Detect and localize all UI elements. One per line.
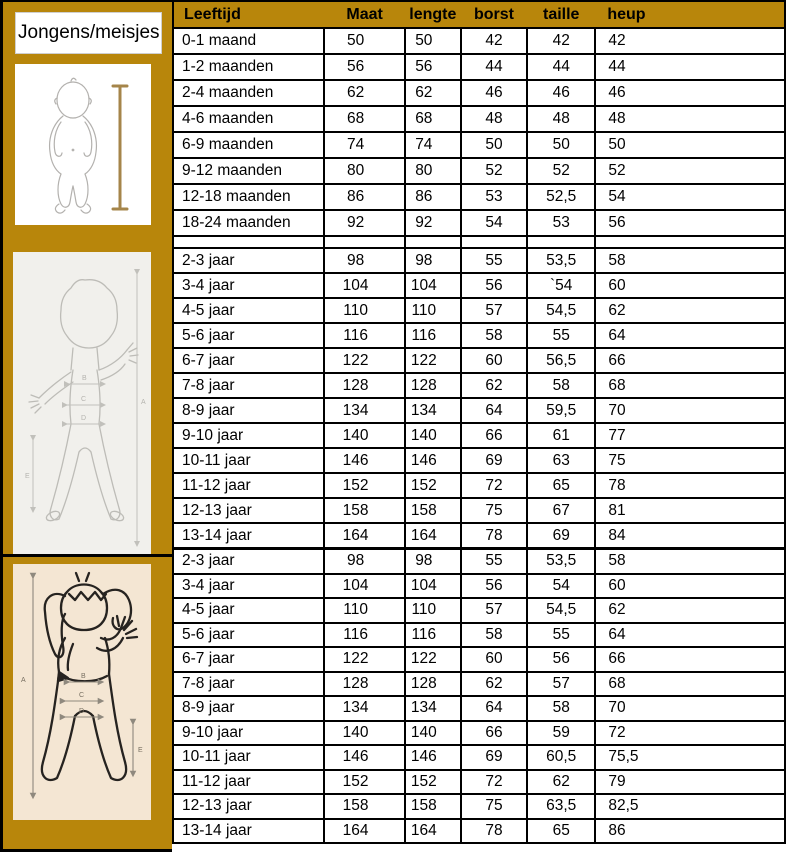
table-cell: 74 xyxy=(324,132,404,158)
table-cell: 62 xyxy=(461,373,527,398)
column-header-heup: heup xyxy=(595,1,785,28)
spacer-cell xyxy=(527,236,595,248)
table-cell: 54,5 xyxy=(527,298,595,323)
table-cell: 11-12 jaar xyxy=(173,770,324,795)
table-cell: 67 xyxy=(527,498,595,523)
table-cell: 0-1 maand xyxy=(173,28,324,54)
table-cell: 5-6 jaar xyxy=(173,623,324,648)
table-cell: 58 xyxy=(527,696,595,721)
table-cell: 58 xyxy=(461,623,527,648)
table-cell: 86 xyxy=(324,184,404,210)
table-cell: 78 xyxy=(461,819,527,844)
table-cell: 140 xyxy=(324,423,404,448)
table-cell: 158 xyxy=(324,794,404,819)
table-row xyxy=(173,745,785,770)
baby-outline-icon xyxy=(15,64,151,225)
table-cell: 116 xyxy=(324,323,404,348)
measure-label-c: C xyxy=(79,692,85,699)
table-cell: 146 xyxy=(324,745,404,770)
table-cell: 146 xyxy=(405,448,461,473)
table-row xyxy=(173,248,785,273)
table-row xyxy=(173,132,785,158)
table-cell: 53 xyxy=(461,184,527,210)
gender-label-text: Jongens/meisjes xyxy=(18,22,160,43)
table-row xyxy=(173,80,785,106)
table-cell: 140 xyxy=(405,423,461,448)
table-cell: 116 xyxy=(324,623,404,648)
table-cell: 44 xyxy=(527,54,595,80)
table-cell: 78 xyxy=(461,523,527,549)
table-cell: 42 xyxy=(461,28,527,54)
table-cell: 61 xyxy=(527,423,595,448)
gender-label xyxy=(15,12,162,54)
table-cell: 4-5 jaar xyxy=(173,298,324,323)
table-cell: 53 xyxy=(527,210,595,236)
table-cell: 63 xyxy=(527,448,595,473)
table-cell: 58 xyxy=(527,373,595,398)
table-row xyxy=(173,423,785,448)
table-cell: 2-3 jaar xyxy=(173,549,324,574)
column-header-leeftijd: Leeftijd xyxy=(173,1,324,28)
table-cell: 62 xyxy=(405,80,461,106)
table-cell: 69 xyxy=(527,523,595,549)
table-cell: 110 xyxy=(324,598,404,623)
column-header-maat: Maat xyxy=(324,1,404,28)
table-cell: 56 xyxy=(405,54,461,80)
table-cell: 68 xyxy=(595,672,785,697)
table-cell: 50 xyxy=(405,28,461,54)
table-cell: 50 xyxy=(461,132,527,158)
table-cell: 2-4 maanden xyxy=(173,80,324,106)
table-cell: 98 xyxy=(405,248,461,273)
measure-label-b: B xyxy=(82,375,87,382)
table-cell: 55 xyxy=(461,549,527,574)
table-cell: 57 xyxy=(461,598,527,623)
table-cell: 3-4 jaar xyxy=(173,574,324,599)
table-row xyxy=(173,794,785,819)
table-cell: 9-10 jaar xyxy=(173,721,324,746)
table-section-jongens xyxy=(173,248,785,549)
table-cell: 62 xyxy=(527,770,595,795)
table-cell: 80 xyxy=(324,158,404,184)
table-cell: 57 xyxy=(461,298,527,323)
table-cell: 5-6 jaar xyxy=(173,323,324,348)
table-cell: 68 xyxy=(405,106,461,132)
table-cell: 92 xyxy=(324,210,404,236)
table-cell: 48 xyxy=(527,106,595,132)
table-cell: 9-10 jaar xyxy=(173,423,324,448)
table-cell: 152 xyxy=(324,770,404,795)
measure-stick xyxy=(113,86,127,209)
table-cell: 52 xyxy=(527,158,595,184)
table-cell: 6-7 jaar xyxy=(173,348,324,373)
table-cell: 116 xyxy=(405,323,461,348)
table-cell: 12-18 maanden xyxy=(173,184,324,210)
table-cell: 60 xyxy=(461,647,527,672)
table-cell: 58 xyxy=(595,549,785,574)
table-cell: 59,5 xyxy=(527,398,595,423)
table-row xyxy=(173,298,785,323)
table-cell: 164 xyxy=(324,819,404,844)
sidebar xyxy=(0,0,172,852)
table-cell: 56 xyxy=(595,210,785,236)
measure-label-b: B xyxy=(81,673,86,680)
table-cell: 110 xyxy=(405,598,461,623)
table-row xyxy=(173,448,785,473)
table-row xyxy=(173,323,785,348)
table-cell: 7-8 jaar xyxy=(173,672,324,697)
table-cell: 66 xyxy=(595,348,785,373)
table-cell: 62 xyxy=(595,598,785,623)
table-cell: 82,5 xyxy=(595,794,785,819)
table-cell: 54 xyxy=(461,210,527,236)
table-cell: 104 xyxy=(405,574,461,599)
table-cell: 53,5 xyxy=(527,248,595,273)
table-cell: 66 xyxy=(595,647,785,672)
table-cell: 65 xyxy=(527,819,595,844)
table-cell: 62 xyxy=(324,80,404,106)
table-cell: 152 xyxy=(324,473,404,498)
table-cell: 110 xyxy=(405,298,461,323)
table-cell: 110 xyxy=(324,298,404,323)
table-row xyxy=(173,696,785,721)
table-row xyxy=(173,184,785,210)
table-cell: 134 xyxy=(324,696,404,721)
table-cell: 46 xyxy=(527,80,595,106)
table-cell: 18-24 maanden xyxy=(173,210,324,236)
boy-outline-icon xyxy=(13,252,151,555)
table-cell: 75,5 xyxy=(595,745,785,770)
table-cell: 128 xyxy=(324,373,404,398)
table-cell: 146 xyxy=(324,448,404,473)
table-cell: 164 xyxy=(324,523,404,549)
table-cell: 122 xyxy=(324,348,404,373)
table-cell: 98 xyxy=(324,248,404,273)
table-cell: 46 xyxy=(595,80,785,106)
table-cell: 44 xyxy=(595,54,785,80)
table-cell: 52,5 xyxy=(527,184,595,210)
table-cell: 54 xyxy=(595,184,785,210)
table-cell: 77 xyxy=(595,423,785,448)
table-cell: 72 xyxy=(461,770,527,795)
table-cell: 134 xyxy=(405,398,461,423)
table-cell: 59 xyxy=(527,721,595,746)
measure-label-a: A xyxy=(21,677,26,684)
spacer-cell xyxy=(595,236,785,248)
table-cell: 104 xyxy=(324,273,404,298)
table-cell: 42 xyxy=(595,28,785,54)
table-cell: 48 xyxy=(595,106,785,132)
table-cell: 50 xyxy=(527,132,595,158)
table-cell: 80 xyxy=(405,158,461,184)
table-cell: 62 xyxy=(461,672,527,697)
table-cell: 64 xyxy=(461,696,527,721)
table-cell: 58 xyxy=(595,248,785,273)
table-cell: 152 xyxy=(405,473,461,498)
table-cell: 53,5 xyxy=(527,549,595,574)
table-section-meisjes xyxy=(173,549,785,844)
table-cell: 98 xyxy=(324,549,404,574)
table-cell: 12-13 jaar xyxy=(173,794,324,819)
table-cell: 134 xyxy=(405,696,461,721)
table-cell: 81 xyxy=(595,498,785,523)
table-cell: 86 xyxy=(595,819,785,844)
table-cell: 64 xyxy=(595,623,785,648)
spacer-cell xyxy=(173,236,324,248)
table-cell: 69 xyxy=(461,745,527,770)
table-cell: 7-8 jaar xyxy=(173,373,324,398)
table-row xyxy=(173,54,785,80)
table-cell: 64 xyxy=(595,323,785,348)
boy-image-panel xyxy=(13,252,151,555)
table-cell: 13-14 jaar xyxy=(173,523,324,549)
table-row xyxy=(173,210,785,236)
column-header-borst: borst xyxy=(461,1,527,28)
spacer-cell xyxy=(324,236,404,248)
table-row xyxy=(173,373,785,398)
measure-label-e: E xyxy=(138,747,143,754)
girl-image-panel xyxy=(13,564,151,820)
table-cell: 146 xyxy=(405,745,461,770)
table-cell: 122 xyxy=(324,647,404,672)
table-cell: 70 xyxy=(595,696,785,721)
table-cell: 58 xyxy=(461,323,527,348)
table-cell: 56 xyxy=(324,54,404,80)
table-cell: 50 xyxy=(595,132,785,158)
table-cell: 10-11 jaar xyxy=(173,745,324,770)
table-cell: 69 xyxy=(461,448,527,473)
table-cell: 68 xyxy=(324,106,404,132)
table-cell: 44 xyxy=(461,54,527,80)
table-cell: 66 xyxy=(461,423,527,448)
table-cell: 158 xyxy=(405,794,461,819)
table-cell: 65 xyxy=(527,473,595,498)
table-cell: 158 xyxy=(324,498,404,523)
table-cell: 66 xyxy=(461,721,527,746)
table-cell: 74 xyxy=(405,132,461,158)
table-cell: 60 xyxy=(595,574,785,599)
table-cell: 164 xyxy=(405,523,461,549)
column-header-taille: taille xyxy=(527,1,595,28)
baby-image-panel xyxy=(15,64,151,225)
table-cell: 55 xyxy=(527,323,595,348)
size-table xyxy=(172,0,786,844)
measure-label-d: D xyxy=(79,708,85,715)
table-cell: 56 xyxy=(527,647,595,672)
table-cell: 11-12 jaar xyxy=(173,473,324,498)
table-cell: 122 xyxy=(405,647,461,672)
table-cell: 13-14 jaar xyxy=(173,819,324,844)
table-cell: 75 xyxy=(461,498,527,523)
table-cell: 122 xyxy=(405,348,461,373)
table-cell: 56,5 xyxy=(527,348,595,373)
table-cell: 52 xyxy=(461,158,527,184)
table-row xyxy=(173,398,785,423)
table-row xyxy=(173,647,785,672)
table-cell: 55 xyxy=(461,248,527,273)
table-row xyxy=(173,598,785,623)
measure-label-e: E xyxy=(25,473,30,480)
table-cell: 63,5 xyxy=(527,794,595,819)
table-cell: 84 xyxy=(595,523,785,549)
table-row xyxy=(173,473,785,498)
measure-label-a: A xyxy=(141,399,146,406)
table-cell: 46 xyxy=(461,80,527,106)
table-section-baby xyxy=(173,28,785,248)
table-cell: 56 xyxy=(461,574,527,599)
table-row xyxy=(173,348,785,373)
table-cell: 152 xyxy=(405,770,461,795)
table-cell: 50 xyxy=(324,28,404,54)
table-cell: 8-9 jaar xyxy=(173,398,324,423)
table-cell: 158 xyxy=(405,498,461,523)
table-row xyxy=(173,721,785,746)
table-cell: 10-11 jaar xyxy=(173,448,324,473)
table-row xyxy=(173,498,785,523)
table-cell: 104 xyxy=(405,273,461,298)
table-cell: 72 xyxy=(461,473,527,498)
table-cell: 140 xyxy=(324,721,404,746)
table-cell: 1-2 maanden xyxy=(173,54,324,80)
table-row xyxy=(173,158,785,184)
table-cell: 48 xyxy=(461,106,527,132)
table-row xyxy=(173,819,785,844)
table-cell: 52 xyxy=(595,158,785,184)
table-cell: 12-13 jaar xyxy=(173,498,324,523)
table-row xyxy=(173,623,785,648)
table-cell: 6-7 jaar xyxy=(173,647,324,672)
table-cell: 55 xyxy=(527,623,595,648)
table-cell: `54 xyxy=(527,273,595,298)
spacer-row xyxy=(173,236,785,248)
table-cell: 54 xyxy=(527,574,595,599)
table-cell: 4-6 maanden xyxy=(173,106,324,132)
spacer-cell xyxy=(461,236,527,248)
table-row xyxy=(173,273,785,298)
table-cell: 72 xyxy=(595,721,785,746)
table-cell: 9-12 maanden xyxy=(173,158,324,184)
table-cell: 70 xyxy=(595,398,785,423)
table-row xyxy=(173,523,785,549)
measure-label-c: C xyxy=(81,396,87,403)
table-cell: 104 xyxy=(324,574,404,599)
table-row xyxy=(173,574,785,599)
table-row xyxy=(173,770,785,795)
table-cell: 42 xyxy=(527,28,595,54)
table-cell: 68 xyxy=(595,373,785,398)
header-row xyxy=(173,1,785,28)
table-row xyxy=(173,28,785,54)
table-cell: 6-9 maanden xyxy=(173,132,324,158)
table-row xyxy=(173,549,785,574)
table-cell: 56 xyxy=(461,273,527,298)
table-cell: 8-9 jaar xyxy=(173,696,324,721)
table-cell: 60 xyxy=(461,348,527,373)
table-cell: 98 xyxy=(405,549,461,574)
table-cell: 64 xyxy=(461,398,527,423)
table-cell: 128 xyxy=(405,672,461,697)
column-header-lengte: lengte xyxy=(405,1,461,28)
table-cell: 78 xyxy=(595,473,785,498)
table-cell: 60 xyxy=(595,273,785,298)
girl-outline-icon xyxy=(13,564,151,820)
table-cell: 128 xyxy=(324,672,404,697)
table-cell: 4-5 jaar xyxy=(173,598,324,623)
table-cell: 75 xyxy=(461,794,527,819)
section-divider xyxy=(0,554,172,557)
table-cell: 60,5 xyxy=(527,745,595,770)
table-cell: 92 xyxy=(405,210,461,236)
spacer-cell xyxy=(405,236,461,248)
table-row xyxy=(173,672,785,697)
table-cell: 134 xyxy=(324,398,404,423)
table-cell: 57 xyxy=(527,672,595,697)
measure-label-d: D xyxy=(81,415,87,422)
table-cell: 2-3 jaar xyxy=(173,248,324,273)
table-cell: 54,5 xyxy=(527,598,595,623)
table-cell: 86 xyxy=(405,184,461,210)
table-cell: 3-4 jaar xyxy=(173,273,324,298)
table-cell: 116 xyxy=(405,623,461,648)
table-cell: 164 xyxy=(405,819,461,844)
table-cell: 79 xyxy=(595,770,785,795)
table-cell: 62 xyxy=(595,298,785,323)
table-cell: 75 xyxy=(595,448,785,473)
table-row xyxy=(173,106,785,132)
table-cell: 128 xyxy=(405,373,461,398)
table-cell: 140 xyxy=(405,721,461,746)
